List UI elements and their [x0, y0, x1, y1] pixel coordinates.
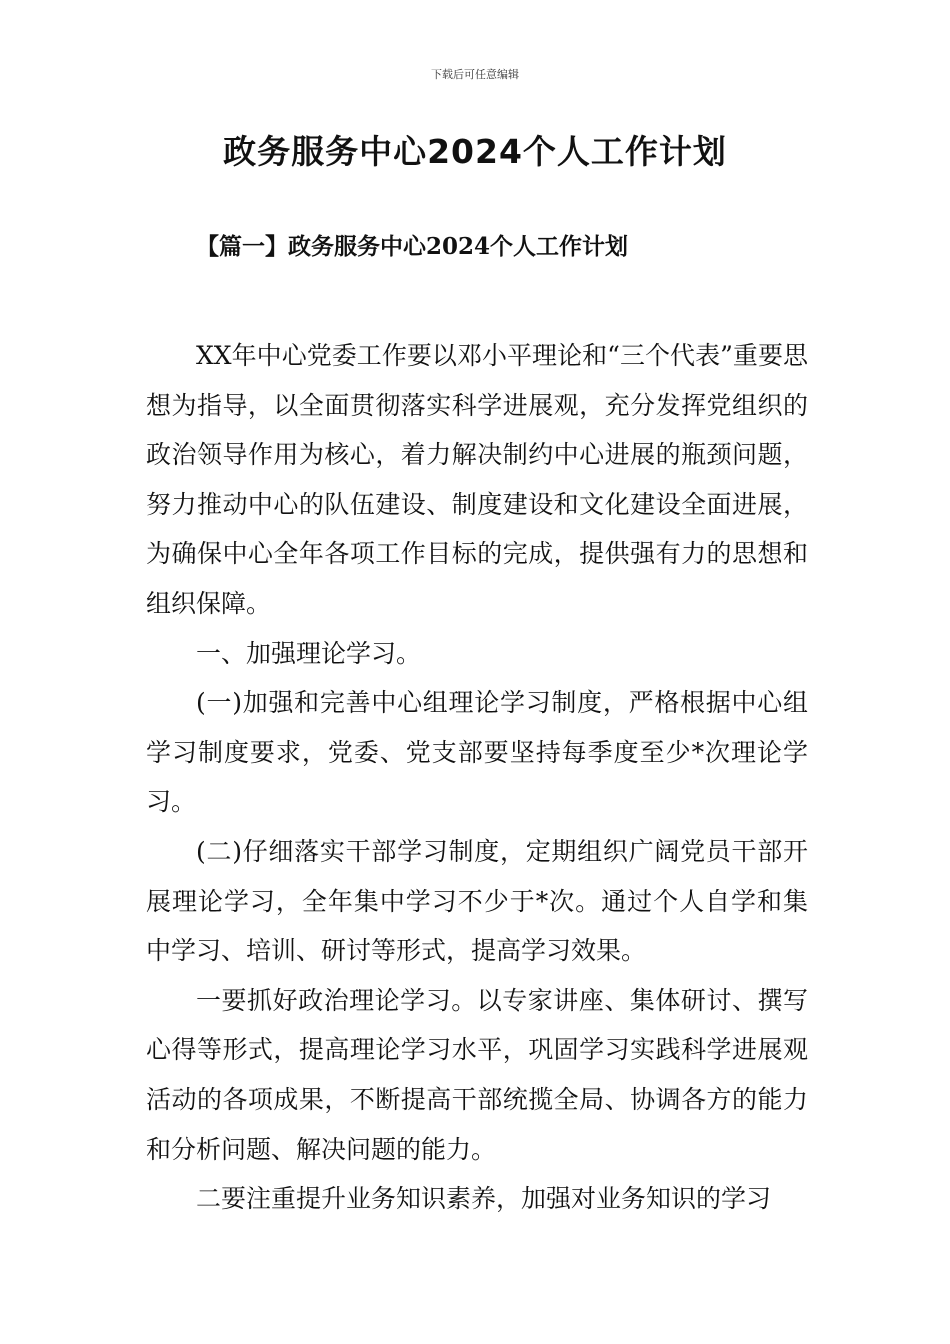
paragraph: 一要抓好政治理论学习。以专家讲座、集体研讨、撰写心得等形式，提高理论学习水平，巩固学习实践科学进展观活动的各项成果，不断提高干部统揽全局、协调各方的能力和分析问题、解决问题的能力。	[146, 985, 808, 1164]
paragraph: (二)仔细落实干部学习制度，定期组织广阔党员干部开展理论学习，全年集中学习不少于*次。通过个人自学和集中学习、培训、研讨等形式，提高学习效果。	[146, 836, 808, 966]
header-note: 下载后可任意编辑	[431, 68, 519, 81]
page-title: 政务服务中心2024个人工作计划	[223, 132, 727, 171]
document-body	[146, 331, 808, 1224]
paragraph: 一、加强理论学习。	[196, 638, 422, 668]
paragraph: XX年中心党委工作要以邓小平理论和“三个代表”重要思想为指导，以全面贯彻落实科学进展观，充分发挥党组织的政治领导作用为核心，着力解决制约中心进展的瓶颈问题，努力推动中心的队伍建设、制度建设和文化建设全面进展，为确保中心全年各项工作目标的完成，提供强有力的思想和组织保障。	[146, 341, 808, 618]
paragraph: 二要注重提升业务知识素养，加强对业务知识的学习	[196, 1184, 772, 1214]
paragraph: (一)加强和完善中心组理论学习制度，严格根据中心组学习制度要求，党委、党支部要坚持每季度至少*次理论学习。	[146, 688, 808, 817]
section-heading: 【篇一】政务服务中心2024个人工作计划	[196, 233, 629, 260]
